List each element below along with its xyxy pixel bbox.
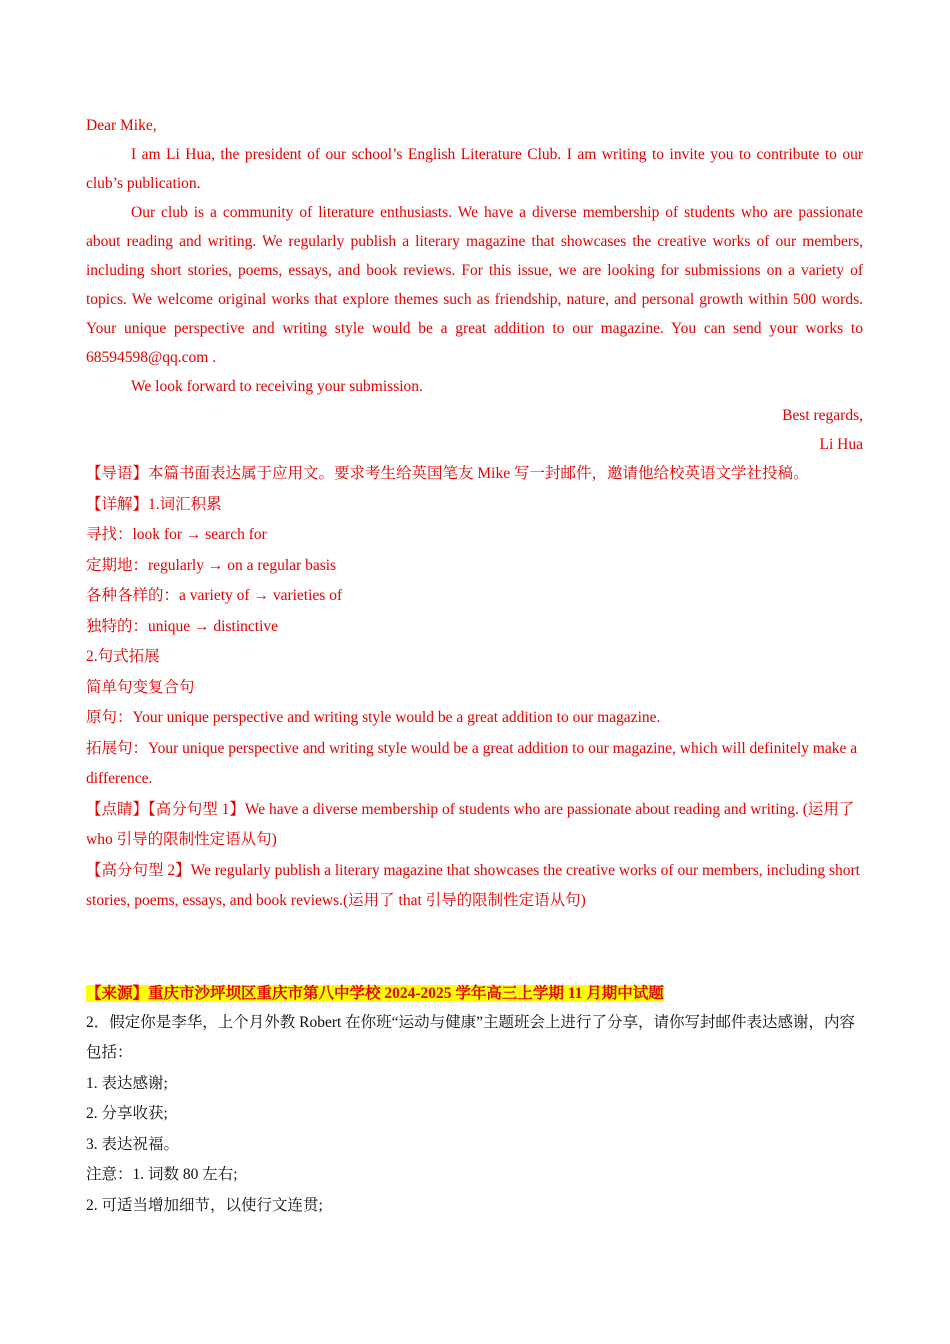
original-sentence: 原句：Your unique perspective and writing style would be a great addition to our magazine.	[86, 709, 661, 726]
letter-paragraph: I am Li Hua, the president of our school’s English Literature Club. I am writing to invite you to contribute to our club’s publication.	[86, 146, 863, 192]
vocab-item: 各种各样的：a variety of → varieties of	[86, 587, 343, 604]
analysis-section	[86, 459, 863, 917]
expanded-sentence: 拓展句：Your unique perspective and writing style would be a great addition to our magazine, which will definitely make a difference.	[86, 739, 858, 787]
requirement-item: 1. 表达感谢;	[86, 1074, 168, 1092]
letter-paragraph: Our club is a community of literature enthusiasts. We have a diverse membership of students who are passionate about reading and writing. We regularly publish a literary magazine that showcases the creative works of our members, including short stories, poems, essays, and book reviews. For this issue, we are looking for submissions on a variety of topics. We welcome original works that explore themes such as friendship, nature, and personal growth within 500 words. Your unique perspective and writing style would be a great addition to our magazine. You can send your works to 68594598@qq.com .	[86, 204, 863, 366]
requirement-item: 2. 分享收获;	[86, 1105, 168, 1122]
sentence-subheading: 简单句变复合句	[86, 678, 195, 696]
guide-text: 【导语】本篇书面表达属于应用文。要求考生给英国笔友 Mike 写一封邮件，邀请他给校英语文学社投稿。	[86, 465, 809, 482]
document-page	[86, 111, 863, 1221]
vocab-item: 寻找：look for → search for	[86, 526, 267, 543]
model-letter	[86, 111, 863, 459]
highlight-pattern-2: 【高分句型 2】We regularly publish a literary magazine that showcases the creative works of our members, including short stories, poems, essays, and book reviews.(运用了 that 引导的限制性定语从句)	[86, 861, 860, 909]
letter-paragraph: We look forward to receiving your submission.	[131, 378, 423, 395]
vocab-item: 独特的：unique → distinctive	[86, 617, 279, 635]
letter-closing: Best regards,	[782, 407, 863, 424]
letter-salutation: Dear Mike,	[86, 117, 157, 134]
requirement-item: 3. 表达祝福。	[86, 1135, 180, 1153]
letter-signature: Li Hua	[819, 436, 863, 453]
vocab-item: 定期地：regularly → on a regular basis	[86, 556, 337, 574]
sentence-heading: 2.句式拓展	[86, 648, 160, 665]
question-section	[86, 1008, 863, 1222]
note-item: 注意：1. 词数 80 左右;	[86, 1166, 238, 1183]
source-label: 【来源】重庆市沙坪坝区重庆市第八中学校 2024-2025 学年高三上学期 11 月期中试题	[86, 984, 664, 1002]
question-prompt: 2．假定你是李华，上个月外教 Robert 在你班“运动与健康”主题班会上进行了分享，请你写封邮件表达感谢，内容包括：	[86, 1013, 855, 1061]
detail-heading: 【详解】1.词汇积累	[86, 495, 222, 513]
note-item: 2. 可适当增加细节，以使行文连贯;	[86, 1196, 323, 1214]
source-line	[86, 979, 863, 1008]
highlight-pattern-1: 【点睛】【高分句型 1】We have a diverse membership of students who are passionate about reading and writing. (运用了 who 引导的限制性定语从句)	[86, 800, 855, 848]
